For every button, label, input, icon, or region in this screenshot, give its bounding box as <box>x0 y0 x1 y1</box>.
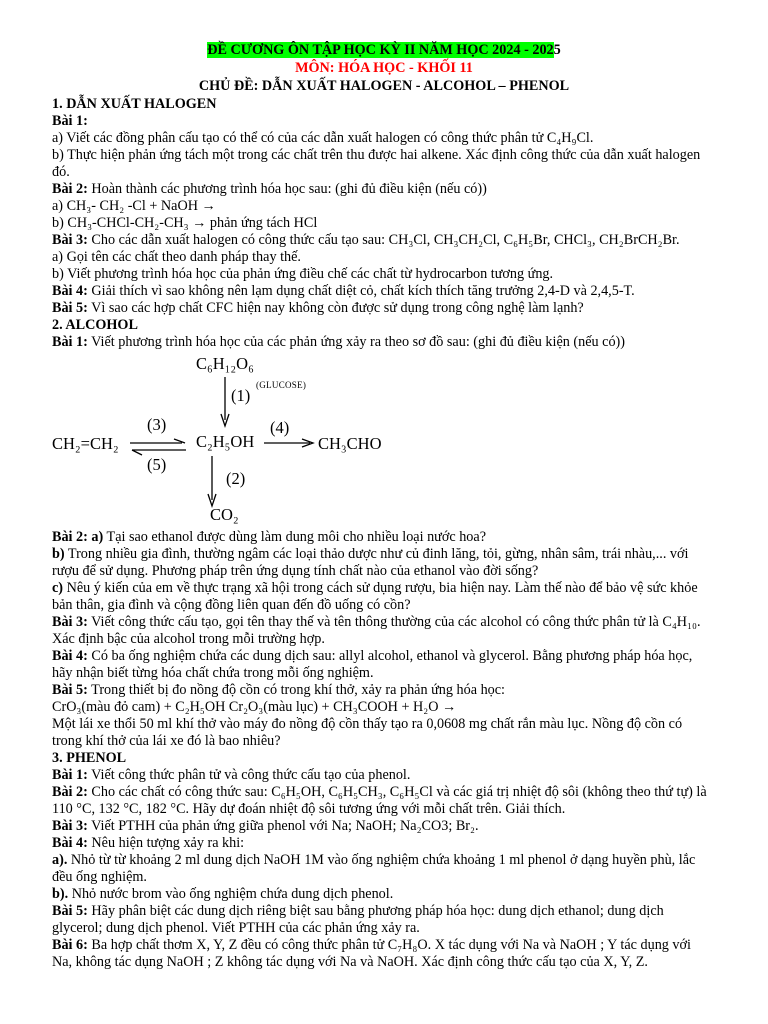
scheme-step-2: (2) <box>226 469 246 488</box>
alcohol-b2b-text: Trong nhiều gia đình, thường ngâm các loại thảo dược như củ đinh lăng, tỏi, gừng, nhân sâm, trái nhàu,... với <box>64 546 689 562</box>
scheme-glucose: C₆H₁₂O₆ <box>196 354 254 373</box>
title-last-digit: 5 <box>553 42 561 58</box>
alcohol-b5-line2: Một lái xe thổi 50 ml khí thở vào máy đo nồng độ cồn thấy tạo ra 0,0608 mg chất rắn màu lục. Nồng độ cồn có <box>52 716 683 732</box>
phenol-b6-label: Bài 6: <box>52 937 88 953</box>
alcohol-b2a-text: Tại sao ethanol được dùng làm dung môi cho nhiều loại nước hoa? <box>103 529 486 545</box>
phenol-b1 <box>52 767 410 784</box>
phenol-b4b-text: Nhỏ nước brom vào ống nghiệm chứa dung dịch phenol. <box>68 886 394 902</box>
phenol-b1-label: Bài 1: <box>52 767 88 783</box>
scheme-step-4: (4) <box>270 418 290 437</box>
alcohol-b2b-label: b) <box>52 546 65 562</box>
subject-line: MÔN: HÓA HỌC - KHỐI 11 <box>295 60 473 76</box>
halogen-b1-label: Bài 1: <box>52 113 88 129</box>
scheme-co2: CO₂ <box>210 505 239 524</box>
halogen-b1b-line1: b) Thực hiện phản ứng tách một trong các chất trên thu được hai alkene. Xác định công thức của dẫn xuất halogen <box>52 147 701 163</box>
alcohol-b2b-line2: rượu để sử dụng. Phương pháp trên ứng dụng tính chất nào của ethanol vào đời sống? <box>52 563 539 579</box>
scheme-glucose-note: (GLUCOSE) <box>256 380 307 390</box>
halogen-b2-text: Hoàn thành các phương trình hóa học sau: (ghi đủ điều kiện (nếu có)) <box>87 181 487 197</box>
section-halogen-heading: 1. DẪN XUẤT HALOGEN <box>52 96 217 112</box>
phenol-b3-label: Bài 3: <box>52 818 88 834</box>
title-main: ĐỀ CƯƠNG ÔN TẬP HỌC KỲ II NĂM HỌC 2024 - 202 <box>207 42 554 58</box>
alcohol-b2c-text: Nêu ý kiến của em về thực trạng xã hội trong cách sử dụng rượu, bia hiện nay. Làm thế nào để bảo vệ sức khỏe <box>63 580 698 596</box>
scheme-acetaldehyde: CH₃CHO <box>318 434 382 453</box>
halogen-b5-label: Bài 5: <box>52 300 88 316</box>
phenol-b2-line2: 110 °C, 132 °C, 182 °C. Hãy dự đoán nhiệt độ sôi tương ứng với mỗi chất trên. Giải thích. <box>52 801 566 817</box>
phenol-b4a-text: Nhỏ từ từ khoảng 2 ml dung dịch NaOH 1M vào ống nghiệm chứa khoảng 1 ml phenol ở dạng huyền phù, lắc <box>67 852 696 868</box>
arrow-left-5-head <box>132 450 142 455</box>
section-phenol-heading: 3. PHENOL <box>52 750 127 766</box>
halogen-b4-label: Bài 4: <box>52 283 88 299</box>
halogen-b3b: b) Viết phương trình hóa học của phản ứng điều chế các chất từ hydrocarbon tương ứng. <box>52 266 554 282</box>
halogen-b2-label: Bài 2: <box>52 181 88 197</box>
phenol-b5-text: Hãy phân biệt các dung dịch riêng biệt sau bằng phương pháp hóa học: dung dịch ethanol; dung dịch <box>87 903 664 919</box>
alcohol-b5-line1 <box>52 682 505 699</box>
phenol-b6-line2: Na, không tác dụng NaOH ; Z không tác dụng với Na và NaOH. Xác định công thức cấu tạo của X, Y, Z. <box>52 954 648 970</box>
phenol-b2-line1 <box>52 784 707 801</box>
scheme-step-1: (1) <box>231 386 251 405</box>
halogen-b5-text: Vì sao các hợp chất CFC hiện nay không còn được sử dụng trong công nghệ làm lạnh? <box>87 300 584 316</box>
phenol-b3 <box>52 818 479 835</box>
halogen-b1a: a) Viết các đồng phân cấu tạo có thể có của các dẫn xuất halogen có công thức phân tử C₄H₉Cl. <box>52 130 594 146</box>
phenol-b4a-line2: đều ống nghiệm. <box>52 869 147 885</box>
alcohol-b1-text: Viết phương trình hóa học của các phản ứng xảy ra theo sơ đồ sau: (ghi đủ điều kiện (nếu có)) <box>87 334 625 350</box>
alcohol-b1-label: Bài 1: <box>52 334 88 350</box>
phenol-b4b-label: b). <box>52 886 69 902</box>
section-alcohol-heading: 2. ALCOHOL <box>52 317 138 333</box>
halogen-b2a: a) CH₃- CH₂ -Cl + NaOH → <box>52 198 216 214</box>
alcohol-b4-text: Có ba ống nghiệm chứa các dung dịch sau: allyl alcohol, ethanol và glycerol. Bằng phương pháp hóa học, <box>87 648 693 664</box>
alcohol-b3-line1 <box>52 614 701 631</box>
alcohol-b4-line1 <box>52 648 692 665</box>
phenol-b5-line2: glycerol; dung dịch phenol. Viết PTHH của các phản ứng xảy ra. <box>52 920 420 936</box>
alcohol-b2c-label: c) <box>52 580 64 596</box>
alcohol-b2a <box>52 529 486 546</box>
phenol-b3-text: Viết PTHH của phản ứng giữa phenol với Na; NaOH; Na₂CO3; Br₂. <box>87 818 479 834</box>
phenol-b4-label: Bài 4: <box>52 835 88 851</box>
alcohol-b3-text: Viết công thức cấu tạo, gọi tên thay thế và tên thông thường của các alcohol có công thức phân tử là C₄H₁₀. <box>87 614 701 630</box>
phenol-b4 <box>52 835 244 852</box>
phenol-b4a-label: a). <box>52 852 68 868</box>
alcohol-b5-equation: CrO₃(màu đỏ cam) + C₂H₅OH Cr₂O₃(màu lục) + CH₃COOH + H₂O → <box>52 699 457 715</box>
topic-line: CHỦ ĐỀ: DẪN XUẤT HALOGEN - ALCOHOL – PHENOL <box>198 78 570 94</box>
phenol-b4a-line1 <box>52 852 695 869</box>
phenol-b4-text: Nêu hiện tượng xảy ra khi: <box>87 835 245 851</box>
alcohol-b5-text: Trong thiết bị đo nồng độ cồn có trong khí thở, xảy ra phản ứng hóa học: <box>87 682 505 698</box>
phenol-b2-text: Cho các chất có công thức sau: C₆H₅OH, C₆H₅CH₃, C₆H₅Cl và các giá trị nhiệt độ sôi (không theo thứ tự) là <box>87 784 707 800</box>
halogen-b4-text: Giải thích vì sao không nên lạm dụng chất diệt cỏ, chất kích thích tăng trưởng 2,4-D và 2,4,5-T. <box>87 283 635 299</box>
halogen-b2b: b) CH₃-CHCl-CH₂-CH₃ → phản ứng tách HCl <box>52 215 318 231</box>
alcohol-b2c-line2: bản thân, gia đình và cộng đồng liên quan đến đồ uống có cồn? <box>52 597 411 613</box>
alcohol-b5-label: Bài 5: <box>52 682 88 698</box>
phenol-b6-text: Ba hợp chất thơm X, Y, Z đều có công thức phân tử C₇H₈O. X tác dụng với Na và NaOH ; Y tác dụng với <box>87 937 691 953</box>
scheme-step-3: (3) <box>147 415 167 434</box>
alcohol-b5-line3: trong khí thở của lái xe đó là bao nhiêu? <box>52 733 281 749</box>
alcohol-b2c-line1 <box>52 580 698 597</box>
phenol-b1-text: Viết công thức phân tử và công thức cấu tạo của phenol. <box>87 767 411 783</box>
halogen-b3-text: Cho các dẫn xuất halogen có công thức cấu tạo sau: CH₃Cl, CH₃CH₂Cl, C₆H₅Br, CHCl₃, CH₂BrCH₂Br. <box>87 232 680 248</box>
halogen-b1b-line2: đó. <box>52 164 70 180</box>
scheme-ethanol: C₂H₅OH <box>196 432 255 451</box>
halogen-b3a: a) Gọi tên các chất theo danh pháp thay thế. <box>52 249 301 265</box>
scheme-step-5: (5) <box>147 455 167 474</box>
alcohol-b4-line2: hãy nhận biết từng hóa chất chứa trong mỗi ống nghiệm. <box>52 665 374 681</box>
phenol-b2-label: Bài 2: <box>52 784 88 800</box>
alcohol-b3-line2: Xác định bậc của alcohol trong mỗi trường hợp. <box>52 631 325 647</box>
phenol-b5-line1 <box>52 903 664 920</box>
phenol-b4b <box>52 886 393 903</box>
alcohol-b4-label: Bài 4: <box>52 648 88 664</box>
halogen-b3-label: Bài 3: <box>52 232 88 248</box>
phenol-b6-line1 <box>52 937 691 954</box>
phenol-b5-label: Bài 5: <box>52 903 88 919</box>
alcohol-b3-label: Bài 3: <box>52 614 88 630</box>
alcohol-b2-label: Bài 2: a) <box>52 529 104 545</box>
alcohol-b2b-line1 <box>52 546 688 563</box>
scheme-ethylene: CH₂=CH₂ <box>52 434 119 453</box>
